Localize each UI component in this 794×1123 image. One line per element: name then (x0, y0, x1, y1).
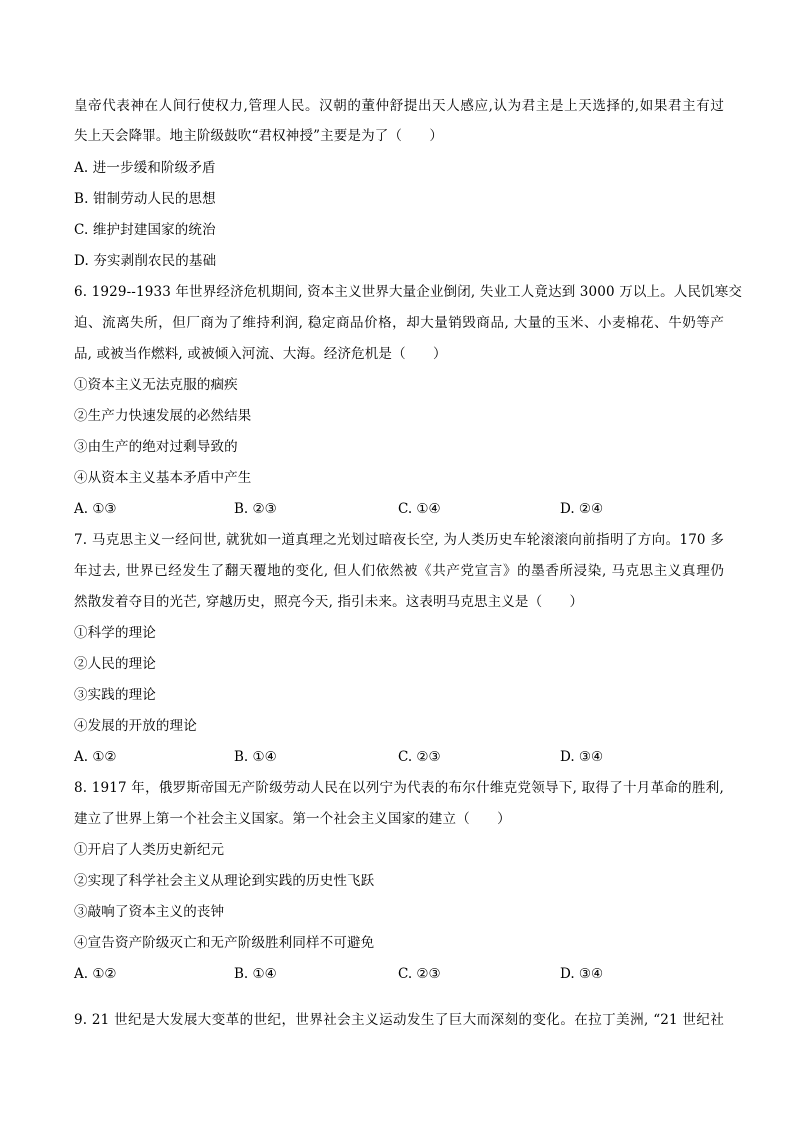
q9-stem-line-1: 9. 21 世纪是大发展大变革的世纪，世界社会主义运动发生了巨大而深刻的变化。在拉丁美洲, “21 世纪社 (74, 1012, 724, 1028)
q8-item-2: ②实现了科学社会主义从理论到实践的历史性飞跃 (74, 873, 375, 889)
q5-option-c[interactable]: C. 维护封建国家的统治 (74, 222, 216, 238)
q7-item-3: ③实践的理论 (74, 687, 156, 703)
q6-choice-c[interactable]: C. ①④ (398, 501, 441, 517)
q8-choices (74, 964, 724, 984)
q7-choice-b[interactable]: B. ①④ (234, 749, 277, 765)
q6-item-1: ①资本主义无法克服的痼疾 (74, 377, 238, 393)
q6-stem-line-2: 迫、流离失所，但厂商为了维持利润, 稳定商品价格，却大量销毁商品, 大量的玉米、小麦棉花、牛奶等产 (74, 315, 724, 331)
q7-item-1: ①科学的理论 (74, 625, 156, 641)
q5-stem-line-1: 皇帝代表神在人间行使权力,管理人民。汉朝的董仲舒提出天人感应,认为君主是上天选择的,如果君主有过 (74, 98, 724, 114)
q8-choice-a[interactable]: A. ①② (74, 966, 117, 982)
q5-option-a[interactable]: A. 进一步缓和阶级矛盾 (74, 160, 216, 176)
q7-stem-line-2: 年过去, 世界已经发生了翻天覆地的变化, 但人们依然被《共产党宣言》的墨香所浸染, 马克思主义真理仍 (74, 563, 724, 579)
q8-item-4: ④宣告资产阶级灭亡和无产阶级胜利同样不可避免 (74, 935, 375, 951)
q8-choice-c[interactable]: C. ②③ (398, 966, 441, 982)
q8-choice-d[interactable]: D. ③④ (560, 966, 604, 982)
q6-stem-line-3: 品, 或被当作燃料, 或被倾入河流、大海。经济危机是（ ） (74, 346, 447, 362)
q7-stem-line-1: 7. 马克思主义一经问世, 就犹如一道真理之光划过暗夜长空, 为人类历史车轮滚滚向前指明了方向。170 多 (74, 532, 724, 548)
q8-choice-b[interactable]: B. ①④ (234, 966, 277, 982)
q5-stem-line-2: 失上天会降罪。地主阶级鼓吹“君权神授”主要是为了（ ） (74, 128, 444, 144)
q7-choice-a[interactable]: A. ①② (74, 749, 117, 765)
q6-choice-a[interactable]: A. ①③ (74, 501, 117, 517)
q7-item-2: ②人民的理论 (74, 656, 156, 672)
q7-choice-c[interactable]: C. ②③ (398, 749, 441, 765)
q7-item-4: ④发展的开放的理论 (74, 718, 197, 734)
q7-choices (74, 747, 724, 767)
q8-stem-line-2: 建立了世界上第一个社会主义国家。第一个社会主义国家的建立（ ） (74, 811, 511, 827)
q6-choice-b[interactable]: B. ②③ (234, 501, 277, 517)
q6-stem-line-1: 6. 1929--1933 年世界经济危机期间, 资本主义世界大量企业倒闭, 失业工人竟达到 3000 万以上。人民饥寒交 (74, 284, 743, 300)
q8-item-3: ③敲响了资本主义的丧钟 (74, 904, 225, 920)
q6-item-3: ③由生产的绝对过剩导致的 (74, 439, 238, 455)
q7-choice-d[interactable]: D. ③④ (560, 749, 604, 765)
q6-item-2: ②生产力快速发展的必然结果 (74, 408, 252, 424)
q5-option-d[interactable]: D. 夯实剥削农民的基础 (74, 253, 217, 269)
q7-stem-line-3: 然散发着夺目的光芒, 穿越历史，照亮今天, 指引未来。这表明马克思主义是（ ） (74, 594, 584, 610)
q5-option-b[interactable]: B. 钳制劳动人民的思想 (74, 191, 216, 207)
q8-item-1: ①开启了人类历史新纪元 (74, 842, 225, 858)
q8-stem-line-1: 8. 1917 年，俄罗斯帝国无产阶级劳动人民在以列宁为代表的布尔什维克党领导下, 取得了十月革命的胜利, (74, 780, 724, 796)
q6-choices (74, 499, 724, 519)
q6-choice-d[interactable]: D. ②④ (560, 501, 604, 517)
q6-item-4: ④从资本主义基本矛盾中产生 (74, 470, 252, 486)
